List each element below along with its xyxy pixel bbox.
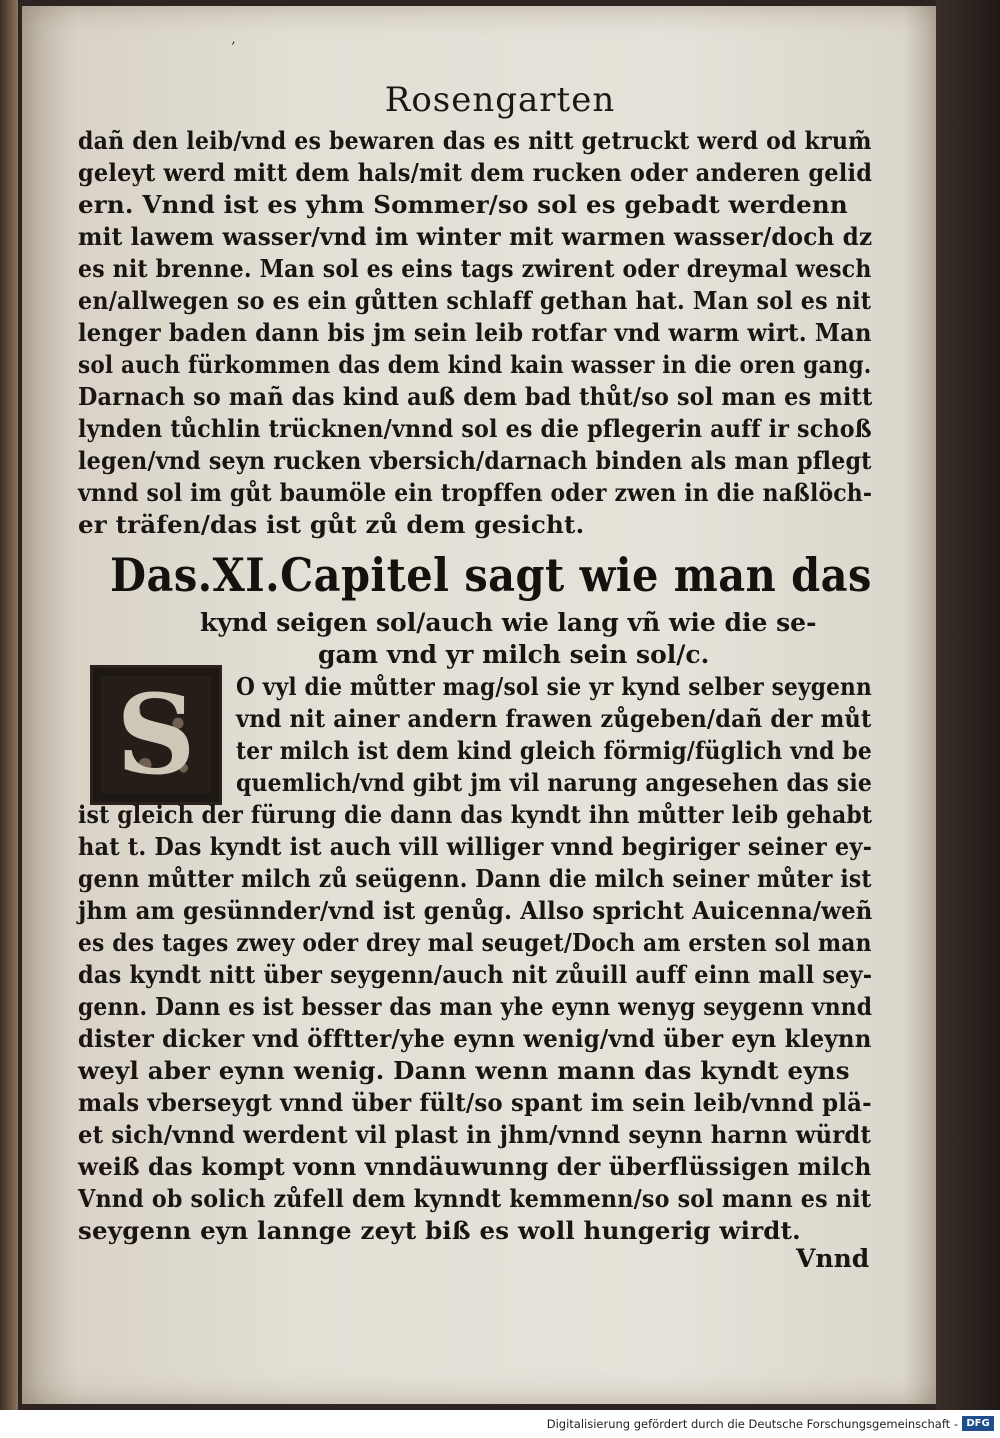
text-line: dister dicker vnd öfftter/yhe eynn wenig/vnd über eyn kleynn xyxy=(78,1024,872,1053)
text-line: en/allwegen so es ein gůtten schlaff gethan hat. Man sol es nit xyxy=(78,286,872,315)
text-line: lynden tůchlin trücknen/vnnd sol es die pflegerin auff ir schoß xyxy=(78,414,872,443)
text-line: et sich/vnnd werdent vil plast in jhm/vnnd seynn harnn würdt xyxy=(78,1120,872,1149)
text-line: es nit brenne. Man sol es eins tags zwirent oder dreymal wesch xyxy=(78,254,872,283)
page-shadow xyxy=(936,0,1000,1410)
initial-letter: S xyxy=(116,670,196,799)
text-line: Vnnd ob solich zůfell dem kynndt kemmenn/so sol mann es nit xyxy=(78,1184,872,1213)
text-line: genn. Dann es ist besser das man yhe eynn wenyg seygenn vnnd xyxy=(78,992,873,1021)
text-line: weiß das kompt vonn vnndäuwunng der überflüssigen milch xyxy=(78,1152,872,1181)
text-line: geleyt werd mitt dem hals/mit dem rucken oder anderen gelid xyxy=(78,158,873,187)
text-line: genn můtter milch zů seügenn. Dann die milch seiner můter ist xyxy=(78,864,872,893)
text-line: ter milch ist dem kind gleich förmig/füglich vnd be xyxy=(236,736,872,765)
text-line: es des tages zwey oder drey mal seuget/Doch am ersten sol man xyxy=(78,928,872,957)
funding-credit: Digitalisierung gefördert durch die Deutsche Forschungsgemeinschaft - xyxy=(546,1417,958,1431)
chapter-subheading: kynd seigen sol/auch wie lang vñ wie die se- xyxy=(200,608,817,637)
text-line: er träfen/das ist gůt zů dem gesicht. xyxy=(78,510,585,539)
text-line: seygenn eyn lannge zeyt biß es woll hungerig wirdt. xyxy=(78,1216,801,1245)
text-line: vnnd sol im gůt baumöle ein tropffen oder zwen in die naßlöch- xyxy=(78,478,873,507)
text-line: lenger baden dann bis jm sein leib rotfar vnd warm wirt. Man xyxy=(78,318,872,347)
chapter-heading: Das.XI.Capitel sagt wie man das xyxy=(110,548,872,602)
text-line: sol auch fürkommen das dem kind kain wasser in die oren gang. xyxy=(78,350,872,379)
text-line: weyl aber eynn wenig. Dann wenn mann das kyndt eyns xyxy=(78,1056,850,1085)
text-line: dañ den leib/vnd es bewaren das es nitt getruckt werd od krum̃ xyxy=(78,126,872,155)
text-line: jhm am gesünnder/vnd ist genůg. Allso spricht Auicenna/weñ xyxy=(78,896,873,925)
text-line: mals vberseygt vnnd über fült/so spant im sein leib/vnnd plä- xyxy=(78,1088,872,1117)
text-line: mit lawem wasser/vnd im winter mit warmen wasser/doch dz xyxy=(78,222,873,251)
book-binding-edge xyxy=(0,0,18,1410)
footer-bar xyxy=(0,1410,1000,1438)
chapter-subheading: gam vnd yr milch sein sol/c. xyxy=(318,640,710,669)
text-line: hat t. Das kyndt ist auch vill williger vnnd begiriger seiner ey- xyxy=(78,832,873,861)
page-mark: ’ xyxy=(231,40,236,56)
catchword: Vnnd xyxy=(796,1244,870,1273)
text-line: Darnach so mañ das kind auß dem bad thůt/so sol man es mitt xyxy=(78,382,873,411)
text-line: ist gleich der fürung die dann das kyndt ihn můtter leib gehabt xyxy=(78,800,873,829)
running-head: Rosengarten xyxy=(384,80,616,120)
text-line: quemlich/vnd gibt jm vil narung angesehen das sie xyxy=(236,768,872,797)
text-line: legen/vnd seyn rucken vbersich/darnach binden als man pflegt xyxy=(78,446,872,475)
text-line: ern. Vnnd ist es yhm Sommer/so sol es gebadt werdenn xyxy=(78,190,848,219)
decorated-initial xyxy=(90,665,222,805)
text-line: vnd nit ainer andern frawen zůgeben/dañ der můt xyxy=(236,704,872,733)
text-line: das kyndt nitt über seygenn/auch nit zůuill auff einn mall sey- xyxy=(78,960,873,989)
text-line: O vyl die můtter mag/sol sie yr kynd selber seygenn xyxy=(236,672,872,701)
dfg-logo[interactable]: DFG xyxy=(962,1416,994,1431)
